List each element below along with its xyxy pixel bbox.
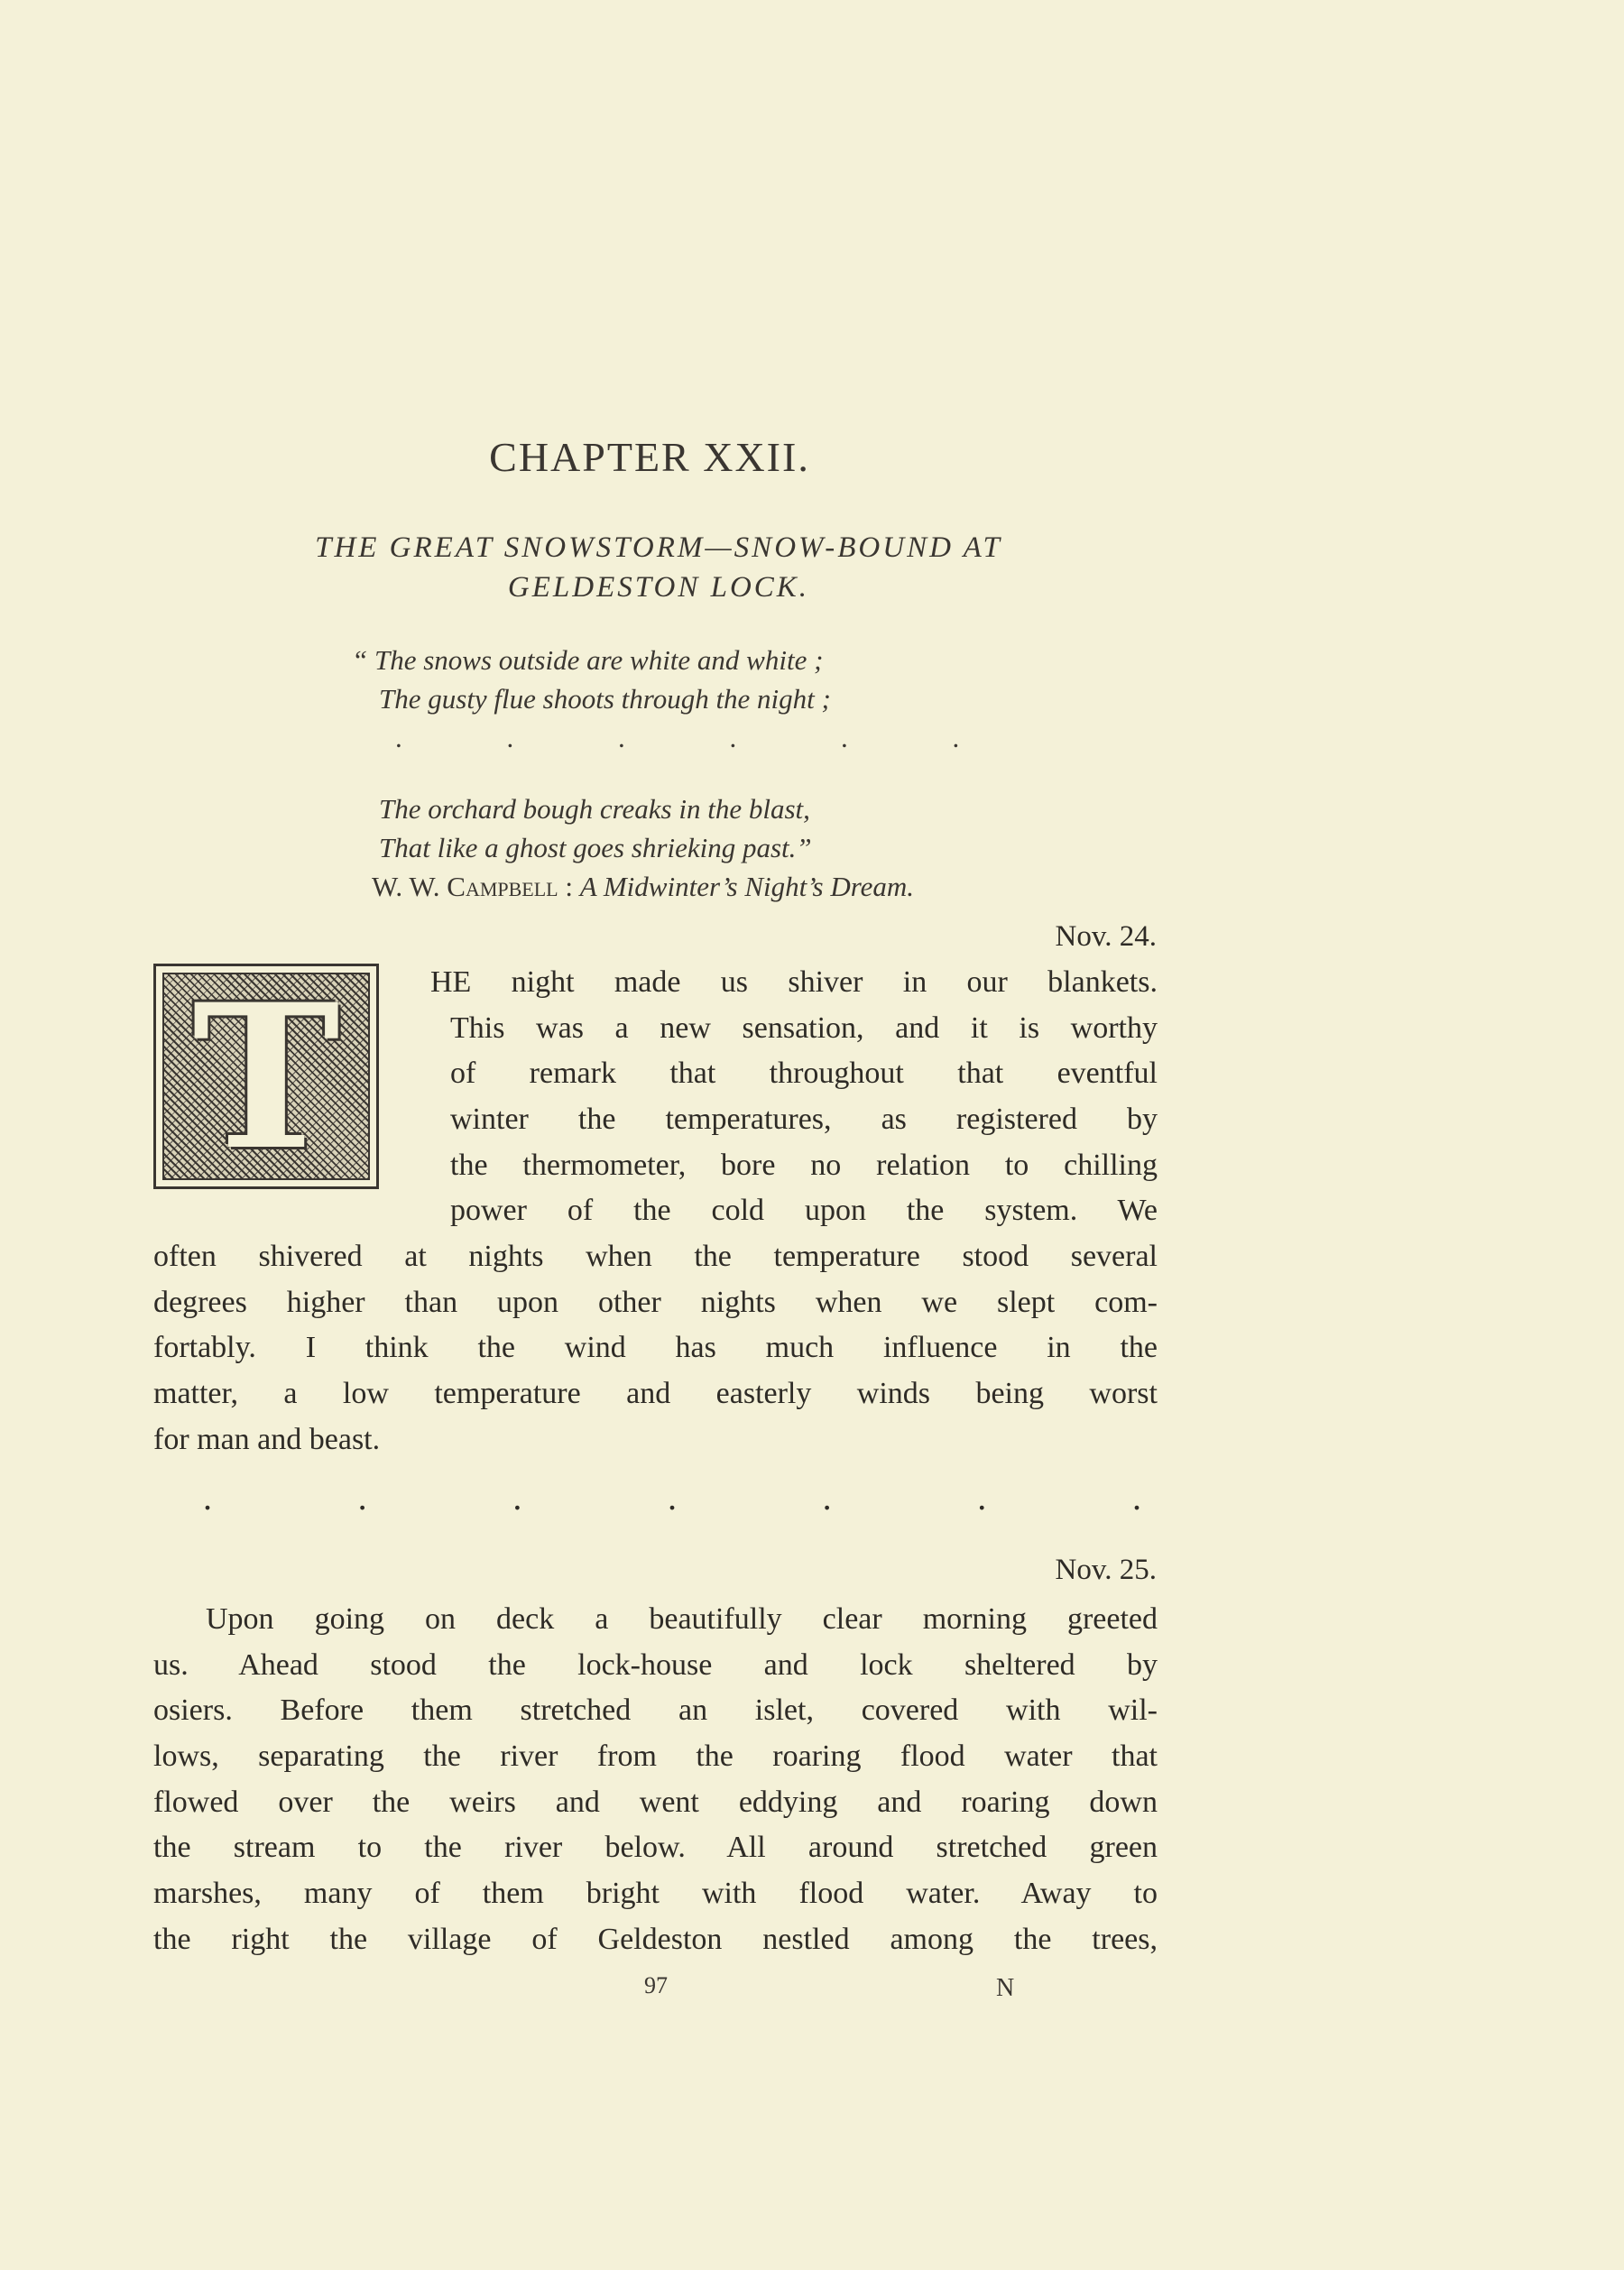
text-line: osiers. Before them stretched an islet, covered with wil- [153,1693,1158,1728]
text-line: of remark that throughout that eventful [450,1057,1158,1091]
epigraph-ellipsis: . . . . . . [395,722,1009,753]
text-line: lows, separating the river from the roaring flood water that [153,1739,1158,1774]
epigraph-work: A Midwinter’s Night’s Dream. [579,871,915,902]
text-line: HE night made us shiver in our blankets. [430,965,1158,999]
chapter-title: CHAPTER XXII. [489,434,810,480]
text-line: for man and beast. [153,1422,381,1456]
entry-date: Nov. 24. [1055,920,1157,953]
text-line: the right the village of Geldeston nestled among the trees, [153,1922,1158,1956]
epigraph-attribution [352,867,1182,906]
epigraph-line: The orchard bough creaks in the blast, [379,793,810,825]
text-line: Upon going on deck a beautifully clear morning greeted [206,1602,1158,1636]
separator-dot: . [357,1477,367,1518]
subtitle-line: THE GREAT SNOWSTORM—SNOW-BOUND AT [315,531,1002,564]
text-line: power of the cold upon the system. We [450,1194,1158,1228]
chapter-subtitle [162,528,1155,607]
text-line: marshes, many of them bright with flood water. Away to [153,1877,1158,1911]
paragraph-continuation [153,1234,1158,1463]
text-line: flowed over the weirs and went eddying and roaring down [153,1785,1158,1819]
section-separator [203,1477,1141,1518]
paragraph [153,1597,1158,1963]
epigraph-line: “ The snows outside are white and white ; [352,644,824,676]
epigraph-line: The gusty flue shoots through the night ; [379,683,831,715]
subtitle-line: GELDESTON LOCK. [507,571,810,604]
epigraph-line: That like a ghost goes shrieking past.” [379,832,812,863]
text-line: the stream to the river below. All around stretched green [153,1831,1158,1865]
text-line: us. Ahead stood the lock-house and lock sheltered by [153,1647,1158,1682]
text-line: the thermometer, bore no relation to chilling [450,1148,1158,1182]
paragraph-beside-drop-cap [430,960,1158,1234]
epigraph-author: W. W. Campbell : [372,871,573,902]
separator-dot: . [667,1477,677,1518]
separator-dot: . [822,1477,832,1518]
epigraph [352,641,1182,906]
drop-cap-letter: T [192,973,340,1180]
text-line: fortably. I think the wind has much influence in the [153,1331,1158,1365]
signature-mark: N [996,1974,1015,2002]
text-line: This was a new sensation, and it is worthy [450,1010,1158,1045]
page-number: 97 [644,1972,668,1998]
text-line: winter the temperatures, as registered by [450,1103,1158,1137]
ornament-pattern [162,973,370,1180]
drop-cap [153,964,379,1189]
separator-dot: . [203,1477,212,1518]
text-line: matter, a low temperature and easterly winds being worst [153,1377,1158,1411]
text-line: degrees higher than upon other nights when we slept com- [153,1285,1158,1319]
separator-dot: . [977,1477,987,1518]
separator-dot: . [512,1477,522,1518]
separator-dot: . [1131,1477,1141,1518]
entry-date: Nov. 25. [1055,1554,1157,1586]
text-line: often shivered at nights when the temperature stood several [153,1240,1158,1273]
